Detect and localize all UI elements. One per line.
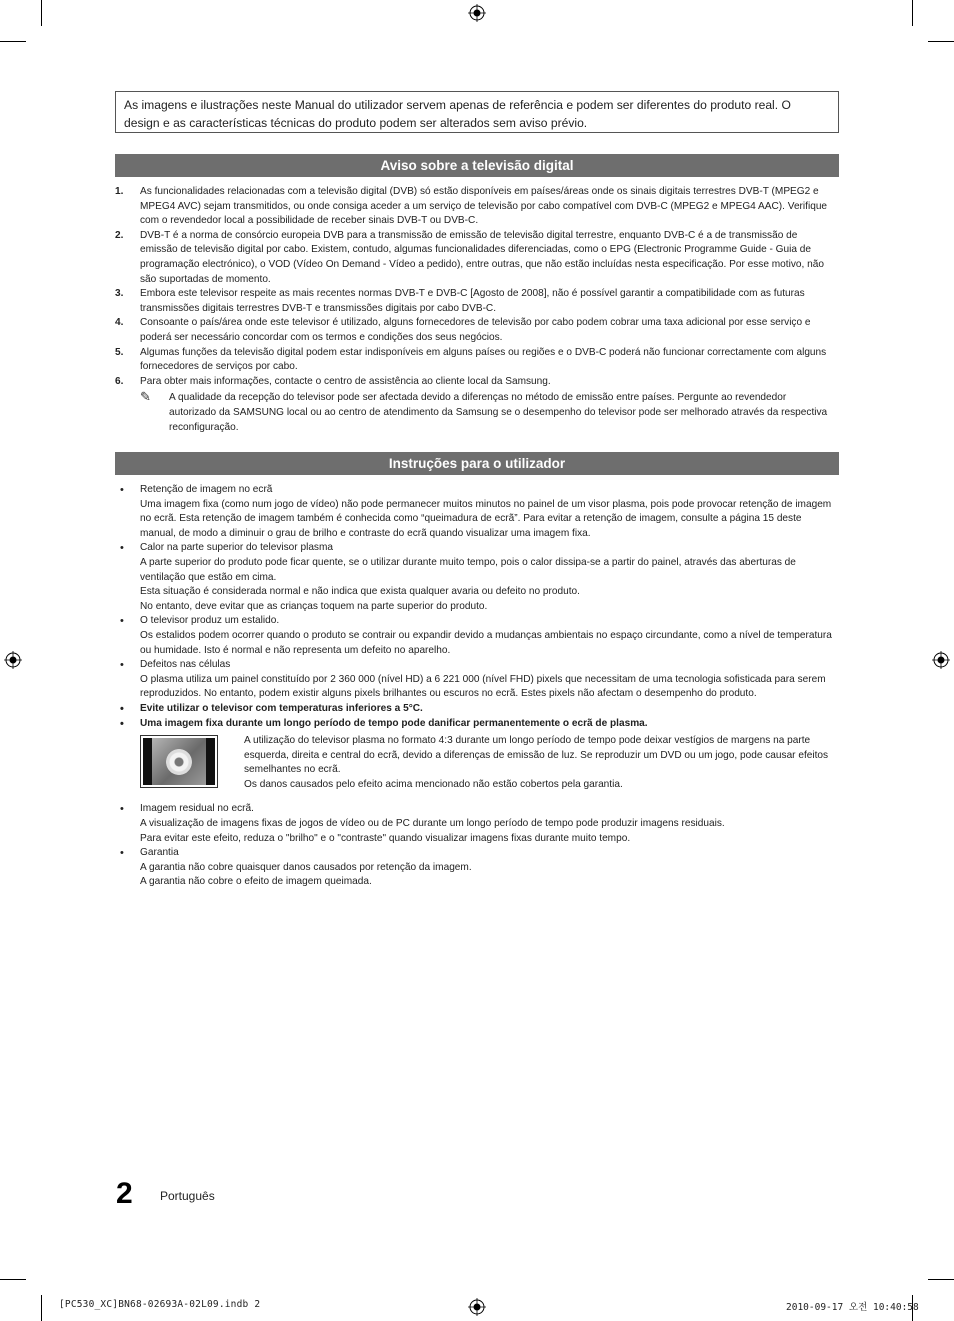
registration-mark-icon xyxy=(468,1298,486,1316)
registration-mark-icon xyxy=(932,651,950,669)
bullet-icon: • xyxy=(120,659,124,672)
list-item: • Calor na parte superior do televisor plasma A parte superior do produto pode ficar quente, se o utilizar durante muito tempo, pois o calor dissipa-se a partir do painel, através das aberturas de ventilação que estão em cima. Esta situação é considerada normal e não indica que exista qualquer avaria ou defeito no produto. No entanto, deve evitar que as crianças toquem na parte superior do produto. xyxy=(120,542,796,612)
list-item: • Uma imagem fixa durante um longo período de tempo pode danificar permanentemente o ecrã de plasma. xyxy=(120,717,648,730)
list-item: • Evite utilizar o televisor com temperaturas inferiores a 5°C. xyxy=(120,702,423,715)
bullet-icon: • xyxy=(120,484,124,496)
registration-mark-icon xyxy=(4,651,22,669)
section-header-user-instructions: Instruções para o utilizador xyxy=(115,452,839,475)
list-item: 5. Algumas funções da televisão digital podem estar indisponíveis em alguns países ou regiões e o DVB-C poderá não funcionar correctamente com alguns fornecedores de serviços por cabo. xyxy=(115,346,827,373)
crop-mark xyxy=(0,41,26,42)
print-timestamp: 2010-09-17 오전 10:40:58 xyxy=(786,1302,919,1313)
crop-mark xyxy=(0,1279,26,1280)
digital-tv-list xyxy=(115,185,835,435)
bullet-icon: • xyxy=(120,702,124,715)
registration-mark-icon xyxy=(468,4,486,22)
bullet-icon: • xyxy=(120,542,124,555)
list-item: 3. Embora este televisor respeite as mais recentes normas DVB-T e DVB-C [Agosto de 2008], não é possível garantir a compatibilidade com as futuras transmissões digitais terrestres DVB-T e transmissões digitais por cabo DVB-C. xyxy=(115,288,805,314)
list-item: 6. Para obter mais informações, contacte o centro de assistência ao cliente local da Samsung. xyxy=(115,375,551,387)
flower-image-icon xyxy=(166,749,192,775)
page-language: Português xyxy=(160,1189,215,1203)
crop-mark xyxy=(41,1295,42,1321)
section-header-digital-tv: Aviso sobre a televisão digital xyxy=(115,154,839,177)
user-instructions-list xyxy=(115,483,835,890)
screen-burn-illustration-block: A utilização do televisor plasma no formato 4:3 durante um longo período de tempo pode deixar vestígios de margens na parte esquerda, direita e central do ecrã, devido a diferenças de emissão de luz. Se reproduzir um DVD ou um jogo, pode causar efeitos semelhantes no ecrã. Os danos causados pelo efeito acima mencionado não estão cobertos pela garantia. xyxy=(140,734,835,792)
list-item: 4. Consoante o país/área onde este televisor é utilizado, alguns fornecedores de televisão por cabo podem cobrar uma taxa adicional por esse serviço e poderá ser necessário concordar com os termos e condições dos seus negócios. xyxy=(115,317,811,343)
list-item: • Garantia A garantia não cobre quaisquer danos causados por retenção da imagem. A garantia não cobre o efeito de imagem queimada. xyxy=(120,847,472,888)
list-item: • Retenção de imagem no ecrã Uma imagem fixa (como num jogo de vídeo) não pode permanecer muitos minutos no painel de um visor plasma, pois pode provocar retenção de imagem no ecrã. Esta retenção de imagem também é conhecida como “queimadura de ecrã”. Para evitar a retenção de imagem, consulte a página 15 deste manual, de modo a diminuir o grau de brilho e contraste do ecrã quando visualizar uma imagem fixa. xyxy=(120,484,832,539)
disclaimer-notice: As imagens e ilustrações neste Manual do utilizador servem apenas de referência e podem ser diferentes do produto real. O design e as características técnicas do produto podem ser alterados sem aviso prévio. xyxy=(115,91,839,133)
pencil-note-icon: ✎ xyxy=(140,389,151,405)
list-item: • O televisor produz um estalido. Os estalidos podem ocorrer quando o produto se contrair ou expandir devido a mudanças ambientais no espaço circundante, como a nível de temperatura ou humidade. Isto é normal e não representa um defeito no aparelho. xyxy=(120,615,832,656)
tv-screen-thumbnail xyxy=(140,735,218,788)
bullet-icon: • xyxy=(120,803,124,816)
list-item: 2. DVB-T é a norma de consórcio europeia DVB para a transmissão de emissão de televisão digital terrestre, enquanto DVB-C é a de transmissão de emissão de televisão digital por cabo. Existem, contudo, algumas funcionalidades diferenciadas, como o EPG (Electronic Programme Guide - Guia de programação electrónico), o VOD (Vídeo On Demand - Vídeo a pedido), entre outras, que não estão incluídas nesta especificação. Por esse motivo, não são suportadas de momento. xyxy=(115,229,824,285)
list-item: 1. As funcionalidades relacionadas com a televisão digital (DVB) só estão disponíveis em países/áreas onde os sinais digitais terrestres DVB-T (MPEG2 e MPEG4 AVC) sejam transmitidos, ou onde consiga aceder a um serviço de televisão por cabo compatível com DVB-C (MPEG2 e MPEG4 AAC). Verifique com o revendedor local a possibilidade de receber sinais DVB-T ou DVB-C. xyxy=(115,186,828,227)
bullet-icon: • xyxy=(120,615,124,628)
crop-mark xyxy=(928,41,954,42)
print-file-info: [PC530_XC]BN68-02693A-02L09.indb 2 xyxy=(59,1299,261,1310)
crop-mark xyxy=(912,0,913,26)
crop-mark xyxy=(928,1279,954,1280)
page-number: 2 xyxy=(116,1177,133,1210)
list-item: • Defeitos nas células O plasma utiliza um painel constituído por 2 360 000 (nível HD) a 6 221 000 (nível FHD) pixels que necessitam de uma tecnologia sofisticada para serem reproduzidos. No entanto, podem existir alguns pixels brilhantes ou escuros no ecrã. Estes pixels não afectam o desempenho do produto. xyxy=(120,659,826,700)
list-item: • Imagem residual no ecrã. A visualização de imagens fixas de jogos de vídeo ou de PC durante um longo período de tempo pode produzir imagens residuais. Para evitar este efeito, reduza o "brilho" e o "contraste" quando visualizar imagens fixas durante muito tempo. xyxy=(120,803,725,844)
note: ✎ A qualidade da recepção do televisor pode ser afectada devido a diferenças no método de emissão entre países. Pergunte ao revendedor autorizado da SAMSUNG local ou ao centro de atendimento da Samsung se o desempenho do televisor pode ser melhorado através da respectiva reconfiguração. xyxy=(140,389,828,433)
bullet-icon: • xyxy=(120,847,124,860)
crop-mark xyxy=(41,0,42,26)
bullet-icon: • xyxy=(120,717,124,730)
